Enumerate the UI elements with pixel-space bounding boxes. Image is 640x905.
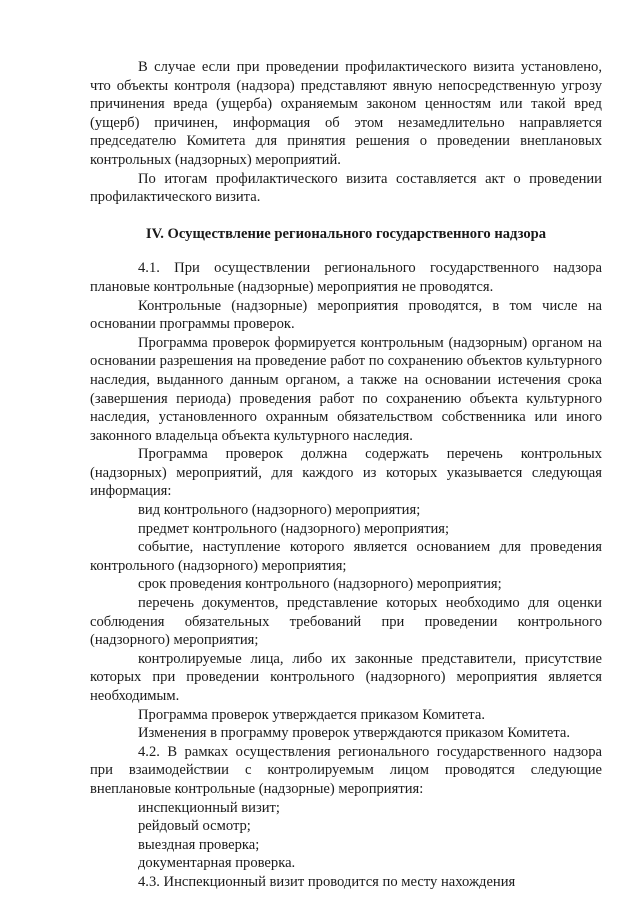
document-body bbox=[90, 58, 602, 892]
list-item-raid-inspection: рейдовый осмотр; bbox=[138, 818, 251, 835]
paragraph-program-changes: Изменения в программу проверок утверждаются приказом Комитета. bbox=[138, 725, 571, 742]
section-heading: IV. Осуществление регионального государственного надзора bbox=[145, 225, 547, 242]
list-item-controlled-persons: контролируемые лица, либо их законные представители, присутствие которых при проведении контрольного (надзорного) мероприятия является необходимым. bbox=[90, 650, 602, 704]
list-item-field-audit: выездная проверка; bbox=[138, 836, 260, 853]
paragraph-4-2: 4.2. В рамках осуществления регионального государственного надзора при взаимодействии с контролируемым лицом проводятся следующие внеплановые контрольные (надзорные) мероприятия: bbox=[90, 743, 602, 797]
list-item-term: срок проведения контрольного (надзорного) мероприятия; bbox=[138, 576, 502, 593]
paragraph-4-3: 4.3. Инспекционный визит проводится по месту нахождения bbox=[138, 873, 516, 890]
list-item-event: событие, наступление которого является основанием для проведения контрольного (надзорного) мероприятия; bbox=[90, 539, 602, 574]
paragraph-inspection-basis: Контрольные (надзорные) мероприятия проводятся, в том числе на основании программы проверок. bbox=[90, 297, 602, 333]
list-item-documents: перечень документов, представление которых необходимо для оценки соблюдения обязательных требований при проведении контрольного (надзорного) мероприятия; bbox=[90, 595, 602, 649]
list-item-subject: предмет контрольного (надзорного) мероприятия; bbox=[138, 520, 450, 537]
paragraph-program-approval: Программа проверок утверждается приказом Комитета. bbox=[138, 706, 485, 723]
list-item-inspection-visit: инспекционный визит; bbox=[138, 799, 280, 816]
paragraph-4-1: 4.1. При осуществлении регионального государственного надзора плановые контрольные (надзорные) мероприятия не проводятся. bbox=[90, 260, 602, 295]
paragraph-visit-act: По итогам профилактического визита составляется акт о проведении профилактического визита. bbox=[90, 170, 602, 206]
paragraph-escalation: В случае если при проведении профилактического визита установлено, что объекты контроля (надзора) представляют явную непосредственную угрозу причинения вреда (ущерба) охраняемым законом ценностям или такой вред (ущерб) причинен, информация об этом незамедлительно направляется председателю Комитета для принятия решения о проведении внеплановых контрольных (надзорных) мероприятий. bbox=[90, 59, 602, 168]
list-item-type: вид контрольного (надзорного) мероприятия; bbox=[138, 502, 421, 519]
paragraph-program-contents: Программа проверок должна содержать перечень контрольных (надзорных) мероприятий, для каждого из которых указывается следующая информация: bbox=[90, 446, 602, 500]
list-item-document-audit: документарная проверка. bbox=[138, 855, 296, 872]
paragraph-program-formation: Программа проверок формируется контрольным (надзорным) органом на основании разрешения на проведение работ по сохранению объектов культурного наследия, выданного данным органом, а также на основании истечения срока (завершения периода) проведения работ по сохранению объекта культурного наследия, установленного охранным обязательством собственника или иного законного владельца объекта культурного наследия. bbox=[90, 334, 602, 444]
